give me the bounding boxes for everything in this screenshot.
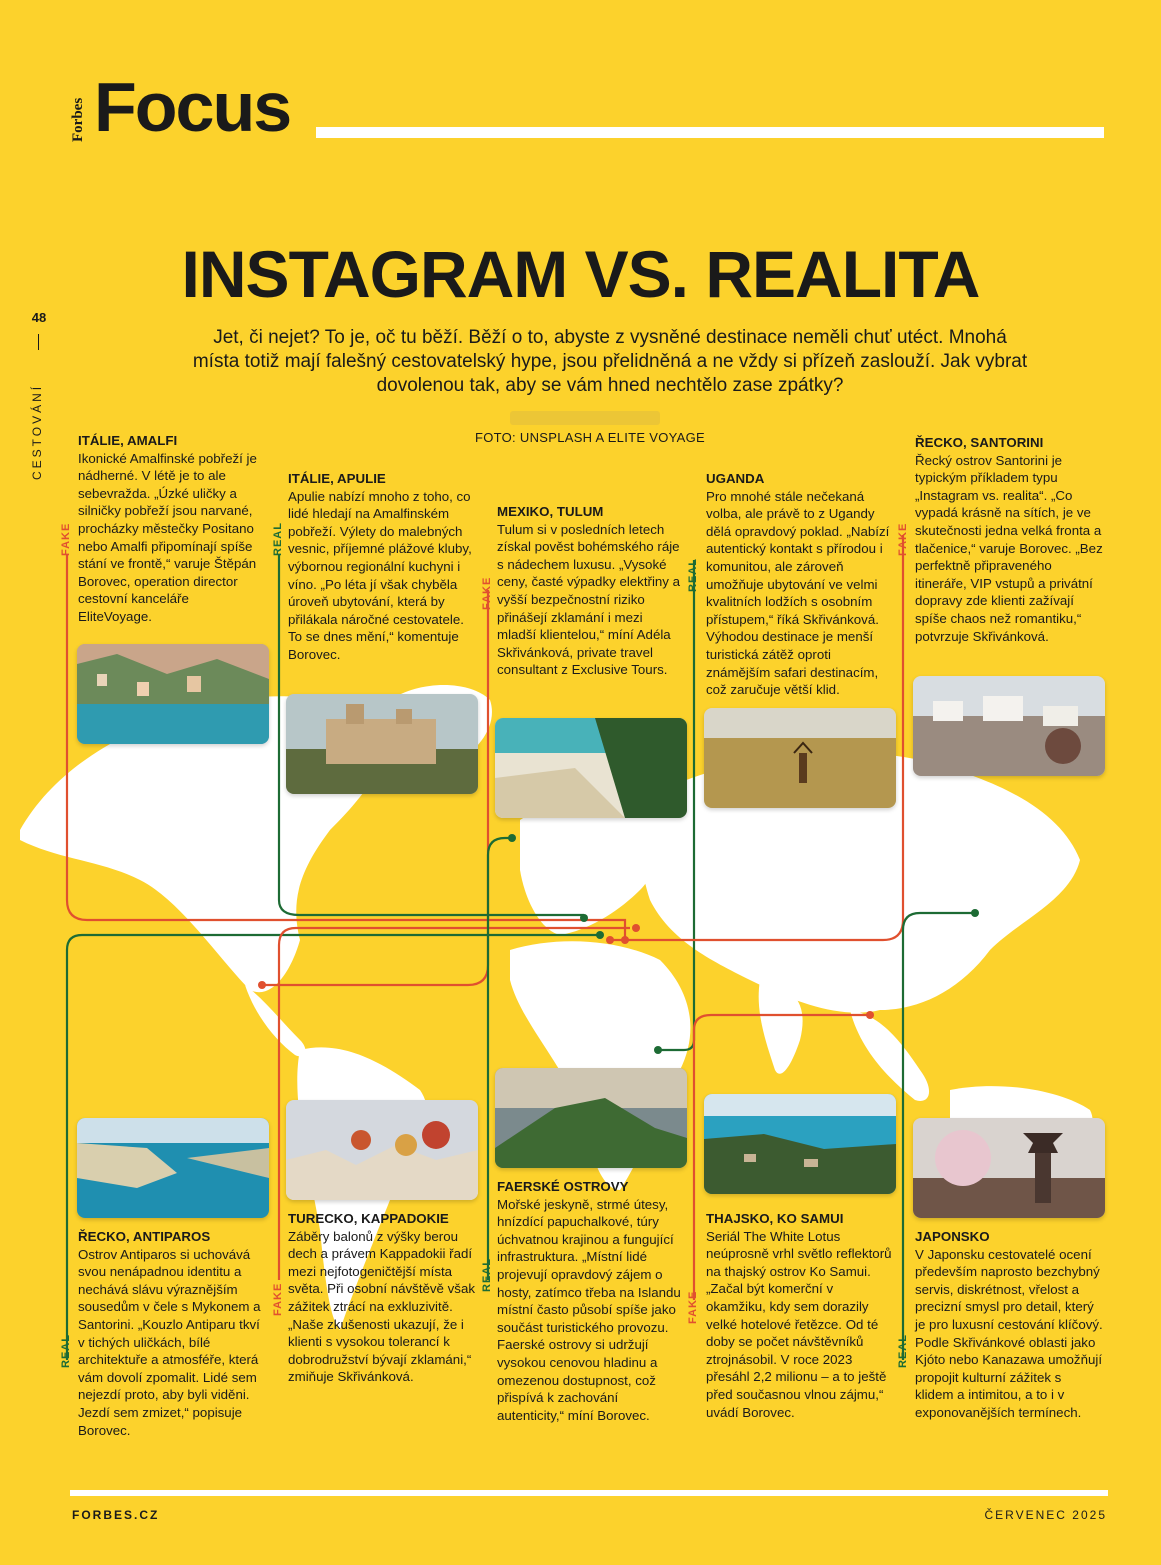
verdict-tag: REAL <box>272 522 284 556</box>
destination-title: FAERSKÉ OSTROVY <box>497 1179 629 1194</box>
photo-credit: FOTO: UNSPLASH A ELITE VOYAGE <box>474 430 705 445</box>
verdict-tag: FAKE <box>60 522 72 556</box>
destination-text: Řecký ostrov Santorini je typickým příkladem typu „Instagram vs. realita“. „Co vypadá krásně na sítích, je ve skutečnosti jedna velká fronta a tlačenice,“ varuje Borovec. „Bez perfektně připraveného itineráře, VIP vstupů a privátní dopravy zde klienti zažívají spíše chaos než romantiku,“ potvrzuje Skřivánková. <box>915 452 1103 644</box>
verdict-tag: FAKE <box>481 576 493 610</box>
destination-title: MEXIKO, TULUM <box>497 504 604 519</box>
photo-amalfi <box>77 644 269 744</box>
destination-text: Ostrov Antiparos si uchovává svou nenápadnou identitu a nechává slávu výraznějším sousedům v čele s Mykonem a Santorini. „Kouzlo Antiparu tkví v tichých uličkách, bílé architektuře a atmosféře, která vám dovolí zpomalit. Lidé sem nejezdí proto, aby byli viděni. Jezdí sem zmizet,“ popisuje Borovec. <box>78 1246 261 1438</box>
forbes-logo: Forbes <box>70 97 86 142</box>
page-number: 48 <box>31 310 47 325</box>
destination-antiparos <box>78 1228 266 1439</box>
lead-paragraph: Jet, či nejet? To je, oč tu běží. Běží o to, abyste z vysněné destinace neměli chuť utéct. Mnohá místa totiž mají falešný cestovatelský hype, jsou přelidněná a ne vždy si přízeň zaslouží. Jak vybrat dovolenou tak, aby se vám hned nechtělo zase zpátky? <box>192 327 1028 396</box>
photo-santorini <box>913 676 1105 776</box>
section-title: Focus <box>94 68 291 146</box>
destination-title: THAJSKO, KO SAMUI <box>706 1211 844 1226</box>
footer-issue: ČERVENEC 2025 <box>984 1508 1107 1522</box>
masthead-rule <box>316 127 1104 138</box>
destination-text: Záběry balonů z výšky berou dech a právem Kappadokii řadí mezi nejfotogeničtější místa světa. Při osobní návštěvě však zážitek ztrácí na exkluzivitě. „Naše zkušenosti ukazují, že i klienti s vysokou tolerancí k dobrodružství bývají zklamáni,“ zmiňuje Skřivánková. <box>288 1228 475 1385</box>
verdict-tag: FAKE <box>897 522 909 556</box>
destination-title: TURECKO, KAPPADOKIE <box>288 1211 449 1226</box>
destination-title: ITÁLIE, AMALFI <box>78 433 178 448</box>
destination-apulie <box>288 470 476 664</box>
destination-title: ITÁLIE, APULIE <box>288 471 386 486</box>
destination-title: ŘECKO, ANTIPAROS <box>78 1229 211 1244</box>
destination-amalfi <box>78 432 266 626</box>
section-label: CESTOVÁNÍ <box>30 383 44 480</box>
page-title: INSTAGRAM VS. REALITA <box>181 237 980 311</box>
destination-tulum <box>497 503 685 679</box>
photo-uganda <box>704 708 896 808</box>
destination-text: Apulie nabízí mnoho z toho, co lidé hledají na Amalfinském pobřeží. Výlety do malebných vesnic, příjemné plážové kluby, výbornou regionální kuchyni i víno. „Po léta jí však chyběla úroveň ubytování, která by přilákala náročné cestovatele. To se dnes mění,“ komentuje Borovec. <box>288 488 472 662</box>
photo-apulie <box>286 694 478 794</box>
destination-kappadokie <box>288 1210 476 1386</box>
photo-faerske-ostrovy <box>495 1068 687 1168</box>
destination-text: Pro mnohé stále nečekaná volba, ale právě to z Ugandy dělá opravdový poklad. „Nabízí autentický kontakt s přírodou i komunitou, ale zároveň umožňuje ubytování ve velmi kvalitních lodžích s osobním přístupem,“ říká Skřivánková. Výhodou destinace je menší turistická zátěž oproti známějším safari destinacím, což zaručuje větší klid. <box>706 488 890 698</box>
verdict-tag: REAL <box>481 1258 493 1292</box>
destination-text: Ikonické Amalfinské pobřeží je nádherné. V létě je to ale sebevražda. „Úzké uličky a silničky pobřeží jsou narvané, procházky městečky Positano nebo Amalfi připomínají spíše stání ve frontě,“ varuje Štěpán Borovec, operation director cestovní kanceláře EliteVoyage. <box>78 450 257 624</box>
destination-faerske-ostrovy <box>497 1178 685 1424</box>
photo-kappadokie <box>286 1100 478 1200</box>
destination-japonsko <box>915 1228 1103 1422</box>
destination-uganda <box>706 470 894 699</box>
destination-text: V Japonsku cestovatelé ocení především naprosto bezchybný servis, diskrétnost, vřelost a precizní smysl pro detail, který je pro luxusní cestování klíčový. Podle Skřivánkové oblasti jako Kjóto nebo Kanazawa umožňují propojit kulturní zážitek s klidem a intimitou, a to i v exponovanějších termínech. <box>915 1246 1103 1420</box>
destination-title: UGANDA <box>706 471 765 486</box>
photo-tulum <box>495 718 687 818</box>
verdict-tag: REAL <box>60 1334 72 1368</box>
photo-antiparos <box>77 1118 269 1218</box>
photo-ko-samui <box>704 1094 896 1194</box>
footer-site: FORBES.CZ <box>72 1508 160 1522</box>
footer-rule <box>70 1490 1108 1496</box>
verdict-tag: FAKE <box>687 1290 699 1324</box>
verdict-tag: FAKE <box>272 1282 284 1316</box>
verdict-tag: REAL <box>687 558 699 592</box>
destination-santorini <box>915 434 1103 645</box>
author-blurred <box>510 411 660 425</box>
destination-ko-samui <box>706 1210 894 1421</box>
destination-text: Seriál The White Lotus neúprosně vrhl světlo reflektorů na thajský ostrov Ko Samui. „Začal být komerční v okamžiku, kdy sem dorazily velké hotelové řetězce. Od té doby se počet návštěvníků ztrojnásobil. V roce 2023 přesáhl 2,2 milionu – a to ještě před současnou vlnou zájmu,“ uvádí Borovec. <box>706 1228 892 1420</box>
destination-title: ŘECKO, SANTORINI <box>915 435 1044 450</box>
destination-text: Mořské jeskyně, strmé útesy, hnízdící papuchalkové, túry úchvatnou krajinou a fungující infrastruktura. „Místní lidé projevují opravdový zájem o hosty, zatímco třeba na Islandu místní často působí spíše jako součást turistického provozu. Faerské ostrovy si udržují vysokou cenovou hladinu a omezenou dostupnost, což přispívá k zachování autenticity,“ míní Borovec. <box>497 1196 681 1423</box>
photo-japonsko <box>913 1118 1105 1218</box>
destination-title: JAPONSKO <box>915 1229 990 1244</box>
verdict-tag: REAL <box>897 1334 909 1368</box>
divider <box>38 334 39 350</box>
destination-text: Tulum si v posledních letech získal pověst bohémského ráje s nádechem luxusu. „Vysoké ceny, časté výpadky elektřiny a vyšší bezpečnostní riziko přinášejí zklamání i mezi mladší klientelou,“ míní Adéla Skřivánková, private travel consultant z Exclusive Tours. <box>497 521 681 678</box>
